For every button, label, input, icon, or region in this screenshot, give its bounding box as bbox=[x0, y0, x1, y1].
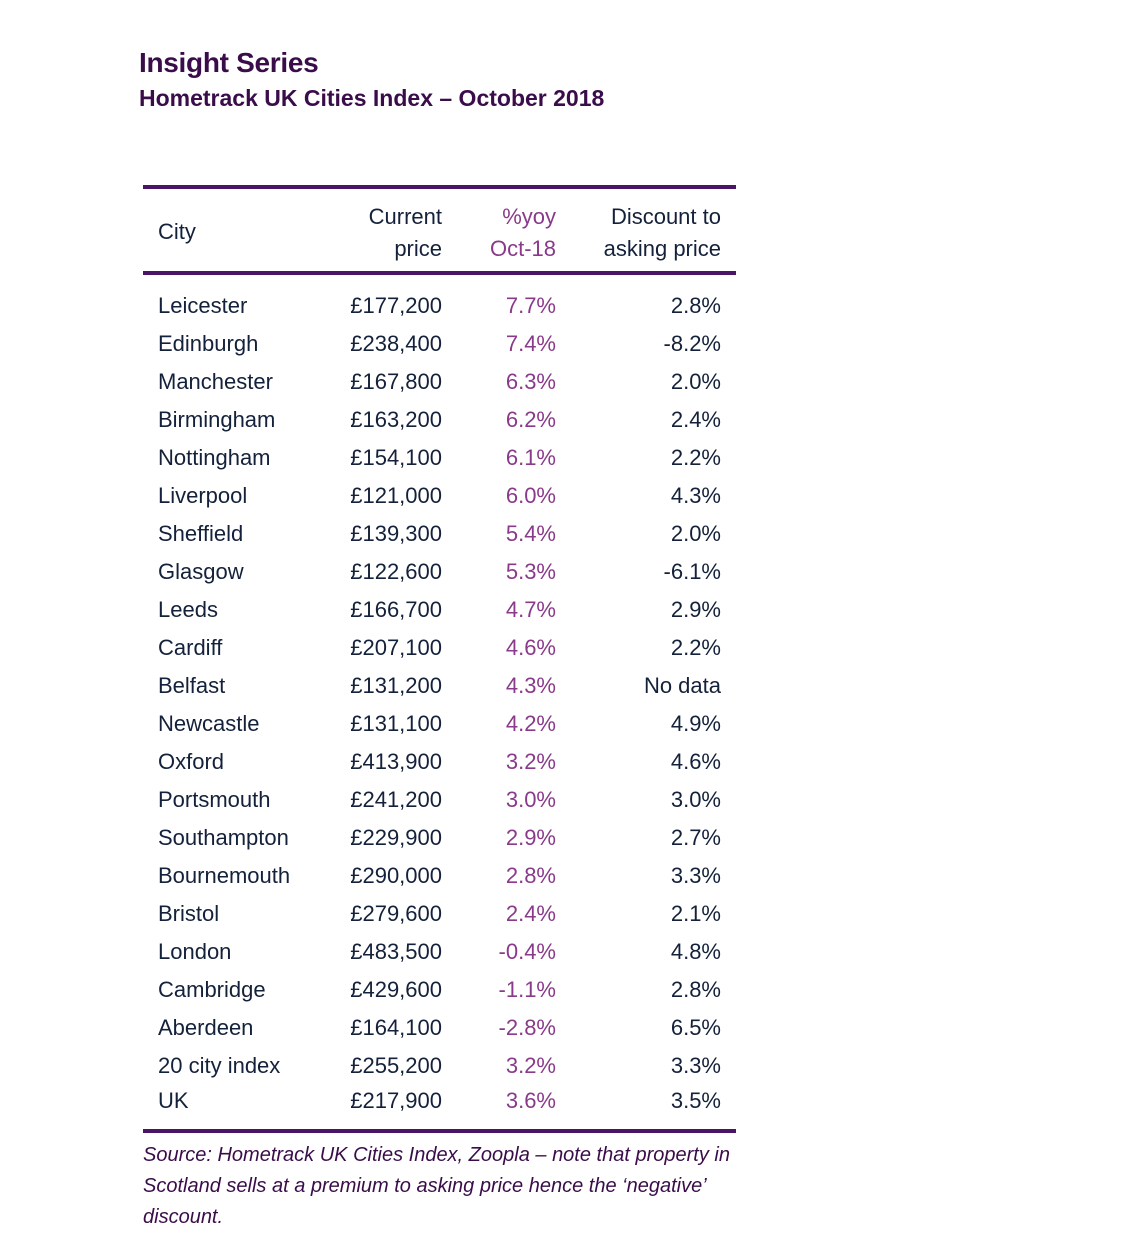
cell-yoy: 4.7% bbox=[505, 597, 556, 622]
cell-discount: 2.9% bbox=[670, 597, 721, 622]
cell-yoy: 4.3% bbox=[505, 673, 556, 698]
cell-city: Aberdeen bbox=[158, 1015, 254, 1040]
table-row bbox=[143, 1013, 736, 1051]
column-header-city: City bbox=[158, 219, 196, 244]
cell-current-price: £131,100 bbox=[350, 711, 442, 736]
cell-city: Portsmouth bbox=[158, 787, 271, 812]
cell-yoy: 6.1% bbox=[505, 445, 556, 470]
page-title: Insight Series bbox=[139, 47, 319, 78]
table-row bbox=[143, 595, 736, 633]
cell-yoy: -1.1% bbox=[498, 977, 556, 1002]
table-row bbox=[143, 329, 736, 367]
cell-discount: -8.2% bbox=[663, 331, 721, 356]
table-row bbox=[143, 747, 736, 785]
cell-discount: 2.1% bbox=[670, 901, 721, 926]
table-body bbox=[143, 275, 736, 1129]
table-row bbox=[143, 481, 736, 519]
cell-city: Edinburgh bbox=[158, 331, 259, 356]
cell-discount: No data bbox=[643, 673, 721, 698]
cell-current-price: £238,400 bbox=[350, 331, 442, 356]
cell-discount: 2.2% bbox=[670, 635, 721, 660]
column-header-yoy-line1: %yoy bbox=[502, 204, 556, 229]
column-header-yoy bbox=[490, 201, 556, 265]
cell-city: London bbox=[158, 939, 232, 964]
cell-current-price: £122,600 bbox=[350, 559, 442, 584]
cell-city: Birmingham bbox=[158, 407, 276, 432]
table-row bbox=[143, 937, 736, 975]
table-row bbox=[143, 557, 736, 595]
cell-discount: 4.6% bbox=[670, 749, 721, 774]
cell-discount: 2.0% bbox=[670, 369, 721, 394]
cell-yoy: 6.0% bbox=[505, 483, 556, 508]
cell-discount: 4.9% bbox=[670, 711, 721, 736]
cell-yoy: 2.9% bbox=[505, 825, 556, 850]
column-header-discount-line2: asking price bbox=[603, 236, 721, 261]
cell-yoy: 7.7% bbox=[505, 293, 556, 318]
cities-index-table bbox=[143, 185, 736, 1133]
cell-yoy: 7.4% bbox=[505, 331, 556, 356]
table-row bbox=[143, 899, 736, 937]
cell-yoy: 2.4% bbox=[505, 901, 556, 926]
cell-current-price: £207,100 bbox=[350, 635, 442, 660]
table-row bbox=[143, 709, 736, 747]
cell-current-price: £241,200 bbox=[350, 787, 442, 812]
cell-current-price: £164,100 bbox=[350, 1015, 442, 1040]
page-subtitle: Hometrack UK Cities Index – October 2018 bbox=[139, 85, 605, 111]
column-header-yoy-line2: Oct-18 bbox=[489, 236, 556, 261]
table-row bbox=[143, 367, 736, 405]
table-row bbox=[143, 443, 736, 481]
table-row bbox=[143, 633, 736, 671]
column-header-current-price-line2: price bbox=[394, 236, 442, 261]
cell-current-price: £166,700 bbox=[350, 597, 442, 622]
cell-yoy: 3.0% bbox=[505, 787, 556, 812]
cell-city: UK bbox=[158, 1088, 189, 1113]
cell-city: Leeds bbox=[158, 597, 218, 622]
cell-city: Southampton bbox=[158, 825, 289, 850]
cell-current-price: £229,900 bbox=[350, 825, 442, 850]
cell-current-price: £255,200 bbox=[350, 1053, 442, 1078]
cell-current-price: £217,900 bbox=[350, 1088, 442, 1113]
cell-current-price: £154,100 bbox=[350, 445, 442, 470]
cell-yoy: 4.6% bbox=[505, 635, 556, 660]
cell-discount: 2.7% bbox=[670, 825, 721, 850]
table-row bbox=[143, 823, 736, 861]
cell-city: Oxford bbox=[158, 749, 225, 774]
cell-yoy: 4.2% bbox=[505, 711, 556, 736]
cell-discount: 3.5% bbox=[670, 1088, 721, 1113]
table-row bbox=[143, 291, 736, 329]
cell-yoy: -0.4% bbox=[498, 939, 556, 964]
cell-yoy: 3.2% bbox=[505, 1053, 556, 1078]
cell-city: Belfast bbox=[158, 673, 226, 698]
table-row bbox=[143, 975, 736, 1013]
cell-discount: 2.4% bbox=[670, 407, 721, 432]
cell-discount: 2.2% bbox=[670, 445, 721, 470]
cell-discount: -6.1% bbox=[663, 559, 721, 584]
cell-city: Nottingham bbox=[158, 445, 271, 470]
cell-discount: 6.5% bbox=[670, 1015, 721, 1040]
table-row bbox=[143, 405, 736, 443]
table-row bbox=[143, 861, 736, 899]
cell-discount: 2.8% bbox=[670, 293, 721, 318]
cell-current-price: £413,900 bbox=[350, 749, 442, 774]
source-note: Source: Hometrack UK Cities Index, Zoopla – note that property in Scotland sells at a premium to asking price hence the ‘negative’ discount. bbox=[143, 1144, 730, 1228]
cell-yoy: 5.3% bbox=[505, 559, 556, 584]
cell-current-price: £483,500 bbox=[350, 939, 442, 964]
cell-current-price: £429,600 bbox=[350, 977, 442, 1002]
table-row bbox=[143, 785, 736, 823]
cell-current-price: £167,800 bbox=[350, 369, 442, 394]
table-header bbox=[143, 189, 736, 271]
cell-current-price: £139,300 bbox=[350, 521, 442, 546]
cell-current-price: £290,000 bbox=[350, 863, 442, 888]
cell-city: Newcastle bbox=[158, 711, 260, 736]
cell-city: Cardiff bbox=[158, 635, 223, 660]
cell-discount: 3.0% bbox=[670, 787, 721, 812]
cell-yoy: 3.2% bbox=[505, 749, 556, 774]
cell-discount: 4.3% bbox=[670, 483, 721, 508]
cell-discount: 2.0% bbox=[670, 521, 721, 546]
cell-city: Glasgow bbox=[158, 559, 244, 584]
cell-city: Liverpool bbox=[158, 483, 248, 508]
cell-city: 20 city index bbox=[158, 1053, 281, 1078]
cell-yoy: 3.6% bbox=[505, 1088, 556, 1113]
cell-city: Cambridge bbox=[158, 977, 266, 1002]
cell-discount: 4.8% bbox=[670, 939, 721, 964]
cell-current-price: £177,200 bbox=[350, 293, 442, 318]
cell-city: Leicester bbox=[158, 293, 248, 318]
table-row bbox=[143, 1086, 736, 1121]
cell-discount: 3.3% bbox=[670, 1053, 721, 1078]
cell-city: Bournemouth bbox=[158, 863, 291, 888]
cell-discount: 3.3% bbox=[670, 863, 721, 888]
cell-discount: 2.8% bbox=[670, 977, 721, 1002]
cell-current-price: £121,000 bbox=[350, 483, 442, 508]
table-row bbox=[143, 1051, 736, 1086]
cell-city: Bristol bbox=[158, 901, 220, 926]
column-header-discount-line1: Discount to bbox=[610, 204, 721, 229]
cell-current-price: £131,200 bbox=[350, 673, 442, 698]
cell-yoy: -2.8% bbox=[498, 1015, 556, 1040]
column-header-current-price-line1: Current bbox=[368, 204, 442, 229]
cell-current-price: £163,200 bbox=[350, 407, 442, 432]
cell-yoy: 2.8% bbox=[505, 863, 556, 888]
column-header-current-price bbox=[369, 201, 442, 265]
cell-current-price: £279,600 bbox=[350, 901, 442, 926]
table-bottom-rule bbox=[143, 1129, 736, 1133]
cell-city: Manchester bbox=[158, 369, 273, 394]
table-row bbox=[143, 671, 736, 709]
cell-yoy: 5.4% bbox=[505, 521, 556, 546]
column-header-discount bbox=[604, 201, 721, 265]
cell-yoy: 6.3% bbox=[505, 369, 556, 394]
cell-yoy: 6.2% bbox=[505, 407, 556, 432]
cell-city: Sheffield bbox=[158, 521, 244, 546]
table-row bbox=[143, 519, 736, 557]
